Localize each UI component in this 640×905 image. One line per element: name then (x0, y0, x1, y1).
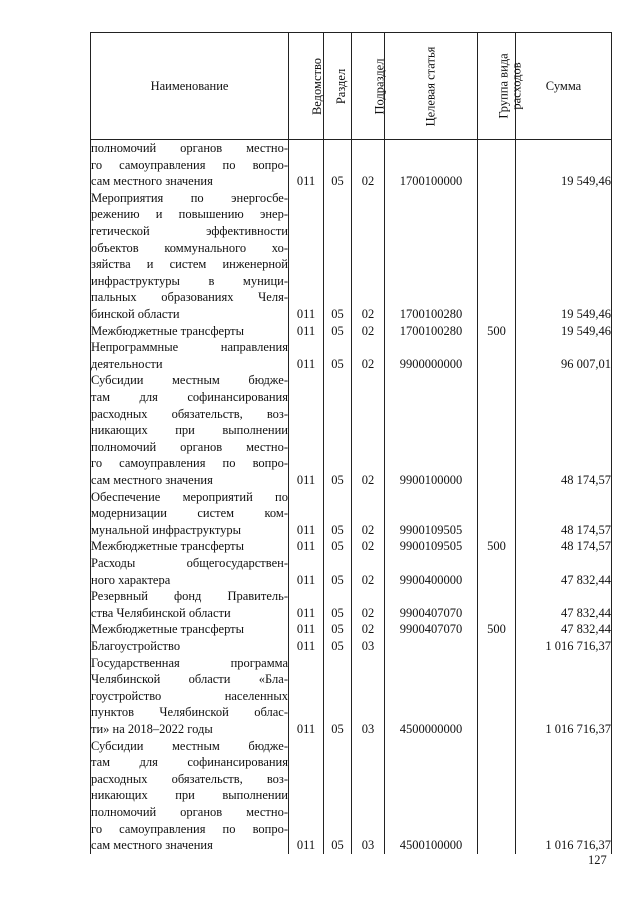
cell-sum: 48 174,57 (516, 372, 612, 488)
cell-sum: 19 549,46 (516, 323, 612, 340)
cell-subsection: 02 (352, 190, 385, 323)
cell-expense-group (478, 638, 516, 655)
cell-section: 05 (324, 621, 352, 638)
cell-department: 011 (289, 638, 324, 655)
header-section: Раздел (324, 33, 352, 140)
table-row (91, 738, 612, 854)
cell-name-line: полномочий органов местно- (91, 439, 288, 454)
table-row (91, 339, 612, 372)
cell-sum: 19 549,46 (516, 190, 612, 323)
cell-name (91, 538, 289, 555)
cell-name (91, 621, 289, 638)
table-row (91, 489, 612, 539)
cell-sum: 1 016 716,37 (516, 638, 612, 655)
table-row (91, 588, 612, 621)
cell-section: 05 (324, 588, 352, 621)
cell-subsection: 02 (352, 538, 385, 555)
cell-name-line: режению и повышению энер- (91, 207, 288, 222)
cell-name-line: никающих при выполнении (91, 423, 288, 438)
cell-sum: 96 007,01 (516, 339, 612, 372)
cell-expense-group (478, 339, 516, 372)
table-row (91, 655, 612, 738)
cell-department: 011 (289, 738, 324, 854)
cell-department: 011 (289, 489, 324, 539)
cell-name (91, 655, 289, 738)
page-number: 127 (588, 853, 607, 867)
cell-section: 05 (324, 372, 352, 488)
cell-name (91, 140, 289, 190)
cell-name-line: Резервный фонд Правитель- (91, 589, 288, 604)
header-sum: Сумма (516, 33, 612, 140)
cell-department: 011 (289, 323, 324, 340)
cell-expense-group (478, 555, 516, 588)
cell-department: 011 (289, 372, 324, 488)
cell-target-article: 1700100280 (385, 190, 478, 323)
cell-department: 011 (289, 190, 324, 323)
cell-sum: 1 016 716,37 (516, 738, 612, 854)
cell-name-line: гоустройство населенных (91, 688, 288, 703)
cell-name-line: полномочий органов местно- (91, 141, 288, 156)
cell-name-line: сам местного значения (91, 838, 213, 853)
cell-name-line: пунктов Челябинской облас- (91, 705, 288, 720)
cell-sum: 19 549,46 (516, 140, 612, 190)
cell-sum: 48 174,57 (516, 489, 612, 539)
cell-name-line: Мероприятия по энергосбе- (91, 190, 288, 205)
cell-subsection: 02 (352, 588, 385, 621)
table-row (91, 323, 612, 340)
cell-name-line: Расходы общегосударствен- (91, 555, 288, 570)
cell-name (91, 323, 289, 340)
cell-name-line: Субсидии местным бюдже- (91, 373, 288, 388)
table-header-row (91, 33, 612, 140)
cell-name-line: объектов коммунального хо- (91, 240, 288, 255)
cell-sum: 47 832,44 (516, 555, 612, 588)
header-department: Ведомство (289, 33, 324, 140)
cell-name-line: Обеспечение мероприятий по (91, 489, 288, 504)
cell-name-line: Государственная программа (91, 655, 288, 670)
cell-name-line: Непрограммные направления (91, 340, 288, 355)
cell-subsection: 03 (352, 738, 385, 854)
table-row (91, 621, 612, 638)
cell-department: 011 (289, 621, 324, 638)
table-row (91, 538, 612, 555)
table-row (91, 140, 612, 190)
cell-sum: 48 174,57 (516, 538, 612, 555)
cell-department: 011 (289, 339, 324, 372)
cell-name-line: там для софинансирования (91, 755, 288, 770)
cell-name-line: Межбюджетные трансферты (91, 323, 245, 338)
cell-target-article: 1700100000 (385, 140, 478, 190)
cell-section: 05 (324, 538, 352, 555)
cell-target-article: 9900407070 (385, 588, 478, 621)
cell-target-article (385, 638, 478, 655)
cell-section: 05 (324, 555, 352, 588)
cell-target-article: 4500100000 (385, 738, 478, 854)
cell-name (91, 489, 289, 539)
cell-target-article: 1700100280 (385, 323, 478, 340)
header-expense-group-line1: Группа вида (496, 52, 511, 119)
cell-name-line: деятельности (91, 356, 163, 371)
cell-target-article: 9900100000 (385, 372, 478, 488)
header-name: Наименование (91, 33, 289, 140)
cell-subsection: 02 (352, 323, 385, 340)
cell-name (91, 372, 289, 488)
cell-name (91, 638, 289, 655)
cell-subsection: 02 (352, 489, 385, 539)
cell-name-line: модернизации систем ком- (91, 506, 288, 521)
cell-name (91, 555, 289, 588)
cell-name-line: Межбюджетные трансферты (91, 539, 245, 554)
cell-name (91, 190, 289, 323)
table-row (91, 372, 612, 488)
table-body (91, 140, 612, 854)
cell-name-line: Межбюджетные трансферты (91, 622, 245, 637)
cell-name-line: пальных образованиях Челя- (91, 290, 288, 305)
cell-target-article: 9900000000 (385, 339, 478, 372)
cell-name (91, 339, 289, 372)
cell-expense-group: 500 (478, 538, 516, 555)
table-row (91, 638, 612, 655)
cell-sum: 47 832,44 (516, 621, 612, 638)
cell-name-line: ного характера (91, 572, 171, 587)
cell-name-line: сам местного значения (91, 472, 213, 487)
cell-expense-group (478, 190, 516, 323)
cell-name-line: сам местного значения (91, 174, 213, 189)
cell-name-line: ства Челябинской области (91, 605, 231, 620)
cell-name-line: зяйства и систем инженерной (91, 257, 288, 272)
cell-name-line: расходных обязательств, воз- (91, 771, 288, 786)
cell-expense-group (478, 588, 516, 621)
cell-name (91, 738, 289, 854)
cell-target-article: 9900400000 (385, 555, 478, 588)
cell-expense-group (478, 489, 516, 539)
cell-section: 05 (324, 190, 352, 323)
cell-name-line: Челябинской области «Бла- (91, 672, 288, 687)
cell-name-line: инфраструктуры в муници- (91, 273, 288, 288)
cell-subsection: 02 (352, 621, 385, 638)
cell-section: 05 (324, 638, 352, 655)
cell-target-article: 9900109505 (385, 538, 478, 555)
cell-name-line: мунальной инфраструктуры (91, 522, 242, 537)
cell-section: 05 (324, 489, 352, 539)
cell-sum: 47 832,44 (516, 588, 612, 621)
cell-name-line: полномочий органов местно- (91, 804, 288, 819)
header-subsection: Подраздел (352, 33, 385, 140)
cell-expense-group: 500 (478, 621, 516, 638)
header-expense-group (478, 33, 524, 140)
cell-expense-group (478, 372, 516, 488)
cell-target-article: 9900109505 (385, 489, 478, 539)
cell-name-line: никающих при выполнении (91, 788, 288, 803)
cell-department: 011 (289, 140, 324, 190)
cell-subsection: 02 (352, 339, 385, 372)
cell-department: 011 (289, 655, 324, 738)
cell-name-line: го самоуправления по вопро- (91, 456, 288, 471)
cell-name-line: ти» на 2018–2022 годы (91, 721, 213, 736)
cell-expense-group (478, 140, 516, 190)
cell-subsection: 03 (352, 655, 385, 738)
budget-table (90, 32, 612, 854)
cell-sum: 1 016 716,37 (516, 655, 612, 738)
cell-expense-group (478, 655, 516, 738)
cell-name-line: го самоуправления по вопро- (91, 821, 288, 836)
cell-section: 05 (324, 339, 352, 372)
header-target-article: Целевая статья (385, 33, 478, 140)
table-row (91, 190, 612, 323)
cell-expense-group: 500 (478, 323, 516, 340)
cell-name-line: Субсидии местным бюдже- (91, 738, 288, 753)
cell-target-article: 9900407070 (385, 621, 478, 638)
cell-target-article: 4500000000 (385, 655, 478, 738)
cell-name-line: гетической эффективности (91, 224, 288, 239)
cell-subsection: 02 (352, 372, 385, 488)
cell-department: 011 (289, 588, 324, 621)
cell-subsection: 02 (352, 555, 385, 588)
header-expense-group-line2: расходов (509, 61, 524, 110)
cell-section: 05 (324, 323, 352, 340)
cell-expense-group (478, 738, 516, 854)
cell-department: 011 (289, 555, 324, 588)
cell-name-line: бинской области (91, 307, 180, 321)
cell-name-line: Благоустройство (91, 638, 181, 653)
cell-subsection: 03 (352, 638, 385, 655)
cell-name-line: там для софинансирования (91, 390, 288, 404)
cell-name (91, 588, 289, 621)
table-row (91, 555, 612, 588)
cell-section: 05 (324, 738, 352, 854)
cell-department: 011 (289, 538, 324, 555)
cell-name-line: го самоуправления по вопро- (91, 157, 288, 172)
cell-name-line: расходных обязательств, воз- (91, 406, 288, 421)
cell-section: 05 (324, 655, 352, 738)
cell-section: 05 (324, 140, 352, 190)
cell-subsection: 02 (352, 140, 385, 190)
